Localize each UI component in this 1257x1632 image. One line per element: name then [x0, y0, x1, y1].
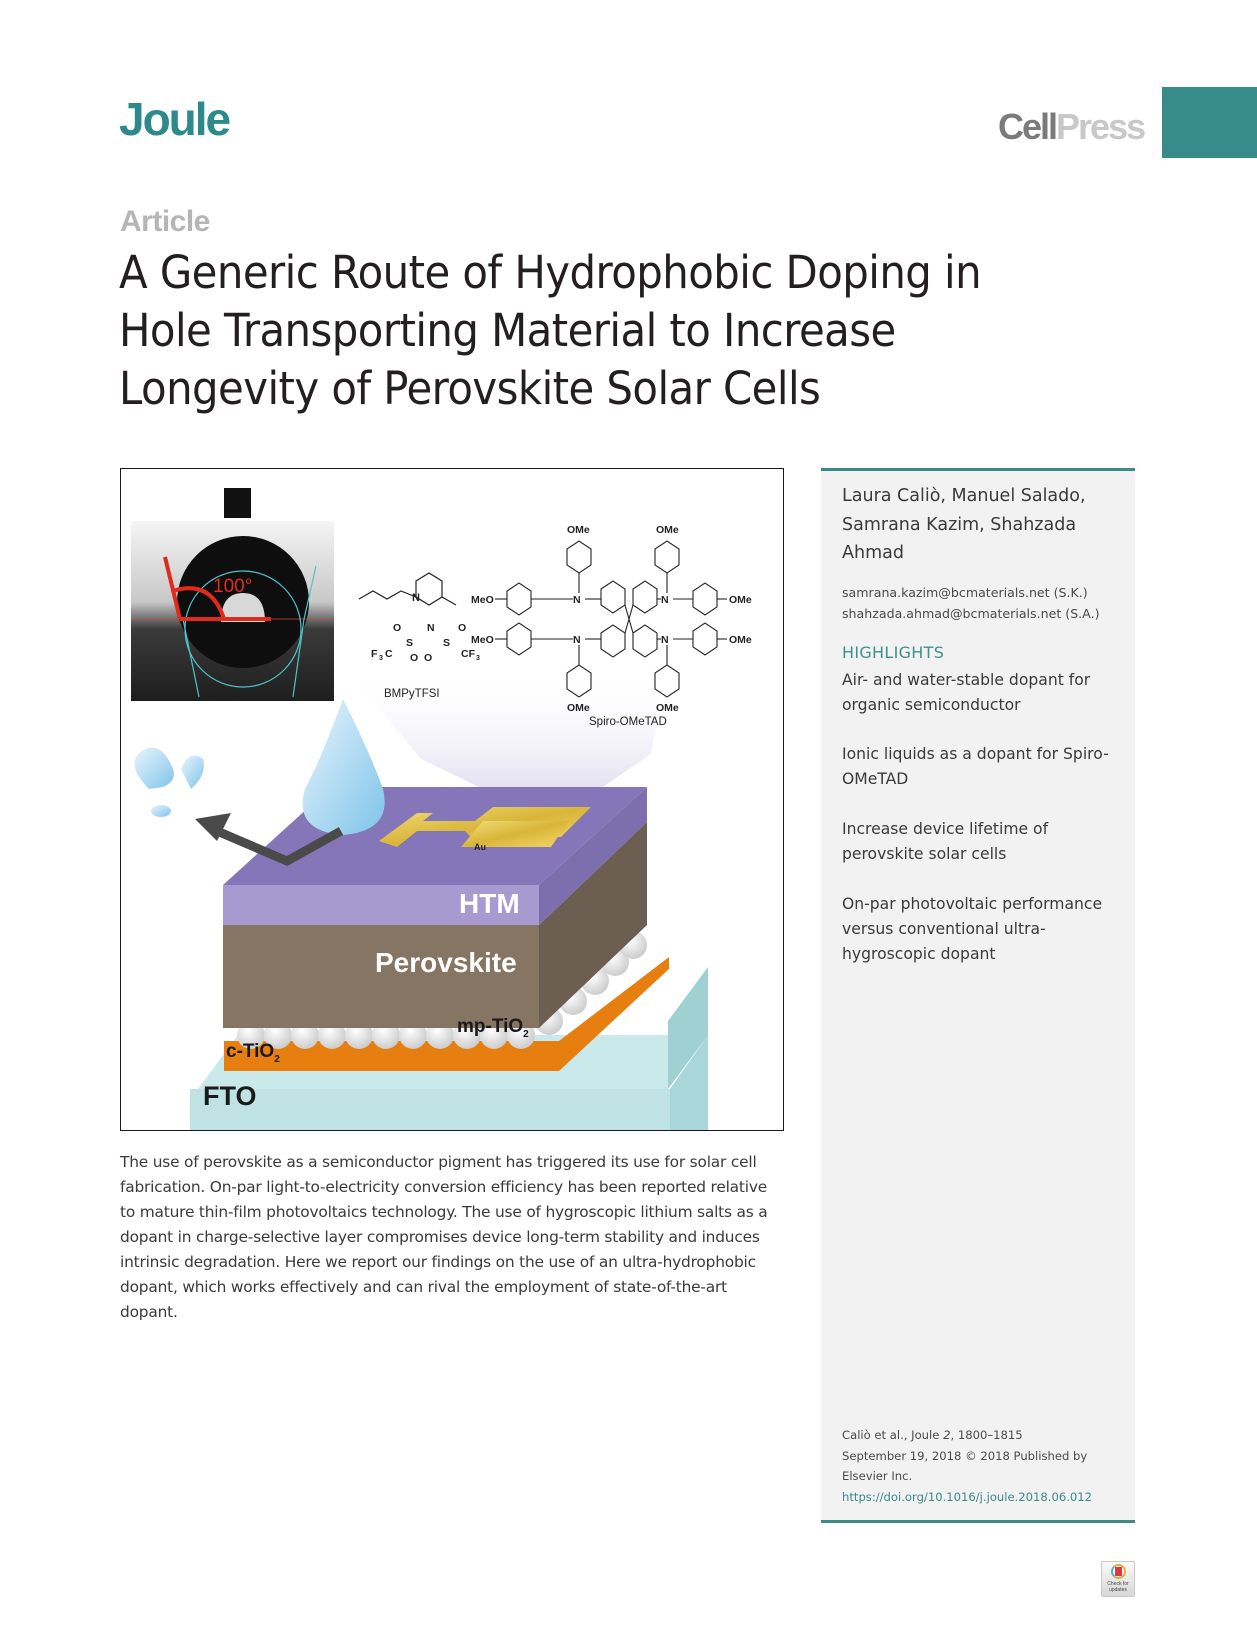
svg-text:OMe: OMe: [567, 524, 590, 536]
fto-layer-label: FTO: [203, 1081, 257, 1111]
highlight-item: Ionic liquids as a dopant for Spiro-OMeTAD: [842, 745, 1109, 788]
c-tio2-label: c-TiO$_2$: [226, 1041, 280, 1065]
svg-text:O: O: [410, 652, 419, 664]
svg-text:OMe: OMe: [729, 634, 752, 646]
svg-text:S: S: [406, 637, 414, 649]
perovskite-layer-label: Perovskite: [375, 947, 517, 978]
svg-text:O: O: [458, 622, 467, 634]
tfsi-anion-labels: [371, 622, 480, 664]
svg-text:N: N: [427, 622, 435, 634]
corresponding-emails: [842, 582, 1100, 624]
svg-text:F: F: [371, 648, 378, 660]
svg-text:CF: CF: [461, 648, 475, 660]
doi-link[interactable]: https://doi.org/10.1016/j.joule.2018.06.012: [842, 1489, 1093, 1504]
water-splash: [135, 748, 174, 789]
highlight-item: Increase device lifetime of perovskite solar cells: [842, 820, 1049, 863]
journal-logo: Joule: [119, 93, 230, 145]
dopant-name: BMPyTFSI: [384, 688, 440, 700]
svg-text:3: 3: [476, 655, 480, 662]
graphical-abstract-illustration: [121, 469, 784, 1131]
htm-name: Spiro-OMeTAD: [589, 716, 667, 728]
svg-text:N: N: [661, 634, 669, 646]
svg-text:N: N: [573, 594, 581, 606]
water-drop: [303, 699, 385, 835]
graphical-abstract: [120, 468, 784, 1131]
email-link[interactable]: shahzada.ahmad@bcmaterials.net (S.A.): [842, 606, 1100, 621]
title-line: A Generic Route of Hydrophobic Doping in: [119, 246, 982, 299]
svg-text:S: S: [443, 637, 451, 649]
svg-text:O: O: [424, 652, 433, 664]
svg-text:MeO: MeO: [471, 634, 494, 646]
svg-text:N: N: [412, 592, 420, 604]
svg-text:C: C: [385, 648, 393, 660]
htm-layer-label: HTM: [459, 888, 520, 919]
highlight-item: On-par photovoltaic performance versus conventional ultra-hygroscopic dopant: [842, 895, 1103, 963]
title-line: Longevity of Perovskite Solar Cells: [119, 362, 821, 415]
svg-text:OMe: OMe: [567, 702, 590, 714]
publisher-logo-part1: Cell: [998, 106, 1057, 147]
svg-text:3: 3: [379, 655, 383, 662]
svg-text:O: O: [393, 622, 402, 634]
svg-text:MeO: MeO: [471, 594, 494, 606]
contact-angle-value: 100°: [213, 576, 253, 597]
check-for-updates-label: Check for updates: [1107, 1581, 1129, 1593]
svg-text:N: N: [573, 634, 581, 646]
mp-tio2-label: mp-TiO$_2$: [457, 1016, 529, 1040]
article-title: [119, 244, 1030, 418]
info-panel: [821, 468, 1135, 1523]
article-type-label: Article: [120, 205, 210, 238]
check-for-updates-button[interactable]: [1101, 1561, 1135, 1597]
svg-text:OMe: OMe: [656, 524, 679, 536]
email-link[interactable]: samrana.kazim@bcmaterials.net (S.K.): [842, 585, 1088, 600]
electrode-label: Au: [474, 842, 486, 852]
highlight-item: Air- and water-stable dopant for organic semiconductor: [842, 671, 1091, 714]
citation-line: Caliò et al., Joule 2, 1800–1815: [842, 1428, 1023, 1442]
svg-text:OMe: OMe: [656, 702, 679, 714]
svg-text:OMe: OMe: [729, 594, 752, 606]
journal-color-tab: [1162, 87, 1257, 158]
publisher-logo: [998, 106, 1144, 148]
author-list: Laura Caliò, Manuel Salado, Samrana Kazim, Shahzada Ahmad: [842, 486, 1086, 563]
svg-text:N: N: [661, 594, 669, 606]
abstract-text: The use of perovskite as a semiconductor pigment has triggered its use for solar cell fabrication. On-par light-to-electricity conversion efficiency has been reported relative to mature thin-film photovoltaics technology. The use of hygroscopic lithium salts as a dopant in charge-selective layer compromises device long-term stability and induces intrinsic degradation. Here we report our findings on the use of an ultra-hydrophobic dopant, which works effectively and can rival the employment of state-of-the-art dopant.: [120, 1153, 768, 1321]
title-line: Hole Transporting Material to Increase: [119, 304, 896, 357]
publisher-logo-part2: Press: [1056, 106, 1145, 147]
citation-block: [842, 1425, 1122, 1507]
publication-date: September 19, 2018 © 2018 Published by Elsevier Inc.: [842, 1448, 1088, 1483]
bookmark-icon: [1115, 1567, 1122, 1576]
bmpy-cation-structure: [359, 573, 456, 605]
highlights-heading: HIGHLIGHTS: [842, 643, 945, 662]
